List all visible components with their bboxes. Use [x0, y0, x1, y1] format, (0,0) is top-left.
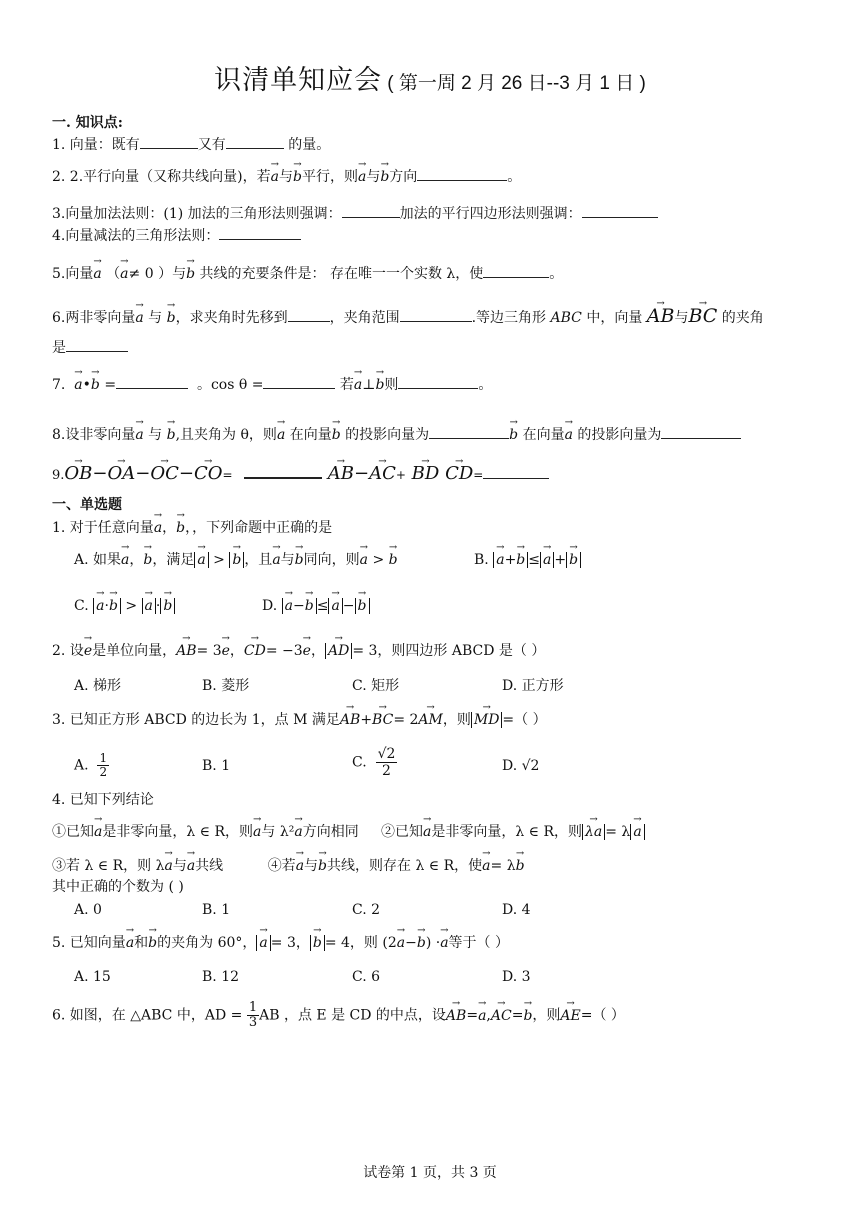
- blank: [429, 424, 509, 439]
- question-2-stem: 2. 设→ e是单位向量，→ AB= 3→ e，→ CD= −3→ e，→ AD = 3，则四边形 ABCD 是（ ）: [52, 641, 545, 661]
- page-title: [0, 58, 860, 97]
- vector-a: → a: [135, 308, 143, 328]
- question-4-ask: 其中正确的个数为 ( ): [52, 879, 184, 895]
- question-4-statement-1-2: ①已知→ a是非零向量，λ ∈ R，则→ a与 λ²→ a方向相同 ②已知→ a是非零向量，λ ∈ R，则→ λa = λ→ a: [52, 822, 645, 842]
- knowledge-item-3: 3.向量加法法则：(1) 加法的三角形法则强调： 加法的平行四边形法则强调：: [52, 203, 658, 224]
- vector-b: → b: [186, 264, 195, 284]
- question-4-option-c[interactable]: C. 2: [352, 902, 381, 918]
- question-3-option-d[interactable]: D. √2: [502, 758, 540, 774]
- question-5-option-c[interactable]: C. 6: [352, 969, 381, 985]
- blank: [342, 203, 400, 218]
- question-5-option-a[interactable]: A. 15: [74, 969, 111, 985]
- blank: [219, 225, 301, 240]
- question-3-option-a[interactable]: A. $\frac{1}{2}$: [74, 751, 108, 779]
- question-6-stem: 6. 如图，在 △ABC 中，AD = $\frac{1}{3}$ AB ，点 E 是 CD 的中点，设→ AB=→ a,→ AC=→ b，则→ AE=（ ）: [52, 1001, 625, 1030]
- question-4-stem: 4. 已知下列结论: [52, 792, 154, 808]
- question-5-option-d[interactable]: D. 3: [502, 969, 531, 985]
- blank: [288, 307, 330, 322]
- blank: [398, 374, 478, 389]
- fraction: $\frac{√2}{2}$: [377, 746, 396, 779]
- vector-BC: → BC: [688, 306, 717, 326]
- fraction: $\frac{1}{2}$: [99, 751, 108, 779]
- vector-b: → b: [293, 167, 302, 187]
- vector-a: → a: [271, 167, 279, 187]
- question-4-option-d[interactable]: D. 4: [502, 902, 531, 918]
- vector-AB: → AB: [647, 306, 675, 326]
- blank: [661, 424, 741, 439]
- knowledge-item-4: 4.向量减法的三角形法则：: [52, 225, 301, 246]
- question-4-option-b[interactable]: B. 1: [202, 902, 231, 918]
- blank: [140, 134, 198, 149]
- question-1-stem: 1. 对于任意向量→ a，→ b，，下列命题中正确的是: [52, 518, 332, 538]
- question-2-option-a[interactable]: A. 梯形: [74, 678, 122, 694]
- question-2-option-b[interactable]: B. 菱形: [202, 678, 250, 694]
- question-5-option-b[interactable]: B. 12: [202, 969, 240, 985]
- blank: [66, 337, 128, 352]
- knowledge-item-7: 7. → a•→ b = 。cos θ = 若→ a⊥→ b则 。: [52, 374, 492, 395]
- vector-b: → b: [380, 167, 389, 187]
- question-2-option-c[interactable]: C. 矩形: [352, 678, 400, 694]
- knowledge-item-8: 8.设非零向量→ a 与 → b,且夹角为 θ，则→ a 在向量→ b 的投影向量为→ b 在向量→ a 的投影向量为: [52, 424, 741, 445]
- title-main: 识清单知应会: [214, 65, 383, 96]
- question-3-stem: 3. 已知正方形 ABCD 的边长为 1，点 M 满足→ AB+→ BC= 2→ AM，则→ MD =（ ）: [52, 710, 547, 730]
- question-3-option-b[interactable]: B. 1: [202, 758, 231, 774]
- question-4-option-a[interactable]: A. 0: [74, 902, 102, 918]
- knowledge-item-5: 5.向量→ a （→ a≠ 0 ）与→ b 共线的充要条件是： 存在唯一一个实数 λ，使 。: [52, 263, 563, 284]
- knowledge-item-1: 1. 向量：既有 又有 的量。: [52, 134, 330, 155]
- question-1-option-c[interactable]: C. → a·→ b > → a ·→ b: [74, 596, 175, 616]
- vector-a: → a: [358, 167, 366, 187]
- question-5-stem: 5. 已知向量→ a和→ b的夹角为 60°，→ a = 3，→ b = 4，则 (2→ a−→ b) ·→ a等于（ ）: [52, 933, 509, 953]
- question-2-option-d[interactable]: D. 正方形: [502, 678, 564, 694]
- question-1-option-d[interactable]: D. → a−→ b ≤→ a −→ b: [262, 596, 370, 616]
- title-date-range: ( 第一周 2 月 26 日--3 月 1 日 ): [387, 73, 646, 94]
- blank: [263, 374, 335, 389]
- knowledge-item-9: 9.→ OB−→ OA−→ OC−→ CO= → AB−→ AC+ → BD → CD=: [52, 462, 549, 488]
- knowledge-item-2: 2. 2.平行向量（又称共线向量)，若→ a与→ b平行，则→ a与→ b方向 。: [52, 166, 521, 187]
- knowledge-item-6: 6.两非零向量→ a 与 → b，求夹角时先移到 ，夹角范围 .等边三角形 ABC 中，向量 → AB与→ BC 的夹角: [52, 306, 764, 328]
- blank: [226, 134, 284, 149]
- question-4-statement-3-4: ③若 λ ∈ R，则 λ→ a与→ a共线 ④若→ a与→ b共线，则存在 λ ∈ R，使→ a= λ→ b: [52, 856, 525, 876]
- vector-a: → a: [120, 264, 128, 284]
- blank: [244, 463, 322, 479]
- blank: [400, 307, 472, 322]
- fraction: $\frac{1}{3}$: [248, 1000, 258, 1030]
- section-knowledge-heading: 一. 知识点:: [52, 115, 123, 131]
- page-footer: 试卷第 1 页，共 3 页: [363, 1165, 497, 1181]
- knowledge-item-6-cont: 是: [52, 337, 128, 358]
- blank: [582, 203, 658, 218]
- question-1-option-b[interactable]: B. → a+→ b ≤→ a +→ b: [474, 550, 581, 570]
- blank: [116, 374, 188, 389]
- section-single-choice-heading: 一、单选题: [52, 497, 122, 513]
- blank: [483, 263, 549, 278]
- question-3-option-c[interactable]: C. $\frac{√2}{2}$: [352, 746, 396, 779]
- vector-b: → b: [167, 308, 176, 328]
- blank: [483, 464, 549, 479]
- blank: [417, 166, 507, 181]
- question-1-option-a[interactable]: A. 如果→ a，→ b，满足→ a > → b ，且→ a与→ b同向，则→ a > → b: [74, 550, 398, 570]
- vector-a: → a: [93, 264, 101, 284]
